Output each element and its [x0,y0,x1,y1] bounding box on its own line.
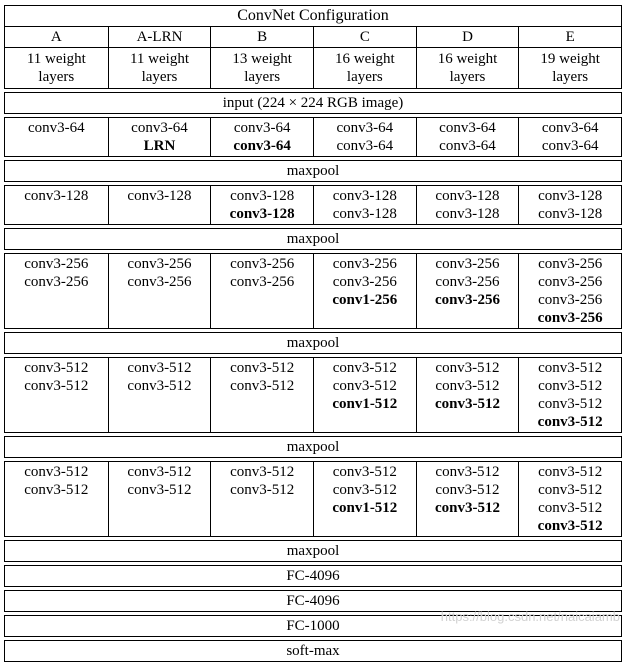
conv-layer-label: conv3-512 [435,482,500,498]
conv-layer-label: conv3-512 [230,464,295,480]
conv-layer-label: conv3-64 [233,120,291,136]
column-header-a-lrn: A-LRN [108,27,211,48]
conv-layer-label: conv3-512 [538,378,603,394]
conv-layer-label: conv3-256 [24,274,89,290]
weight-layers-cell-a: 11 weight layers [26,51,86,85]
section-input-row [4,92,622,114]
fc-4096-b-label: FC-4096 [286,593,340,609]
section-maxpool-4 [4,436,622,458]
conv-layer-label: conv3-128 [332,188,397,204]
conv-block-4-col-b [210,358,313,432]
conv-layer-label: conv3-512 [332,360,397,376]
section-conv-block-3 [4,253,622,329]
conv-block-2-col-d [416,186,519,224]
conv-layer-label: conv3-512 [434,500,500,516]
column-header-e: E [518,27,621,48]
conv-layer-label: conv3-512 [332,482,397,498]
conv-block-5-col-d [416,462,519,536]
conv-block-4-col-e [518,358,621,432]
weight-layers-cell-a-lrn: 11 weight layers [108,48,211,88]
conv-layer-label: conv3-256 [538,292,603,308]
conv-layer-label: conv3-512 [230,482,295,498]
conv-block-3-col-a-lrn [108,254,211,328]
conv-block-1-col-e [518,118,621,156]
conv-block-5-col-a-lrn [108,462,211,536]
column-header-a: A [5,27,108,48]
conv-layer-label: conv3-512 [24,482,89,498]
conv-layer-label: conv3-256 [538,256,603,272]
conv-layer-label: conv3-256 [537,310,603,326]
conv-block-5-col-c [313,462,416,536]
table-header-section [4,5,622,89]
conv-layer-label: conv3-256 [435,256,500,272]
section-fc-4096-b [4,590,622,612]
column-header-d: D [416,27,519,48]
conv-layer-label: conv3-64 [541,120,599,136]
conv-block-3-col-e [518,254,621,328]
conv-layer-label: conv3-256 [332,274,397,290]
conv-layer-label: conv3-64 [131,120,188,136]
maxpool-4-label: maxpool [286,439,340,455]
weight-layers-cell-d: 16 weight layers [416,48,519,88]
softmax-label: soft-max [286,643,340,659]
conv-block-5-col-a [5,462,108,536]
maxpool-2-label: maxpool [286,231,340,247]
conv-block-2-col-c [313,186,416,224]
conv-block-1-col-b [210,118,313,156]
conv-layer-label: conv3-512 [332,464,397,480]
maxpool-5-label: maxpool [286,543,340,559]
weight-layers-cell-e: 19 weight layers [518,48,621,88]
conv-layer-label: conv3-512 [435,378,500,394]
conv-layer-label: conv3-512 [537,414,603,430]
conv-block-2-col-e [518,186,621,224]
section-conv-block-5 [4,461,622,537]
conv-block-2-col-a-lrn [108,186,211,224]
conv-layer-label: conv3-512 [538,360,603,376]
section-conv-block-4 [4,357,622,433]
section-conv-block-1 [4,117,622,157]
conv-layer-label: conv3-128 [229,206,295,222]
conv-layer-label: conv3-512 [127,482,192,498]
conv-layer-label: conv3-512 [434,396,500,412]
conv-block-3-col-d [416,254,519,328]
conv-layer-label: conv3-512 [435,464,500,480]
conv-layer-label: conv3-64 [336,138,394,154]
section-softmax [4,640,622,662]
conv-block-5-col-b [210,462,313,536]
conv-layer-label: conv3-64 [233,138,291,154]
conv-block-1-col-a [5,118,108,156]
conv-block-3-col-b [210,254,313,328]
watermark-url: https://blog.csdn.net/naicaiamb [440,609,620,624]
column-header-b: B [210,27,313,48]
conv-layer-label: conv3-64 [336,120,394,136]
conv-layer-label: conv3-128 [230,188,295,204]
conv-layer-label: conv3-128 [538,188,603,204]
conv-layer-label: conv3-64 [439,120,496,136]
fc-4096-a-label: FC-4096 [286,568,340,584]
conv-layer-label: conv3-512 [435,360,500,376]
conv-layer-label: conv1-256 [332,292,398,308]
conv-block-3-col-c [313,254,416,328]
column-headers-row [5,27,621,48]
conv-layer-label: conv1-512 [332,500,398,516]
conv-layer-label: conv3-64 [439,138,496,154]
table-title: ConvNet Configuration [5,6,621,27]
conv-layer-label: conv3-512 [24,360,89,376]
conv-block-2-col-a [5,186,108,224]
conv-layer-label: conv3-128 [435,188,500,204]
conv-block-4-col-d [416,358,519,432]
column-header-c: C [313,27,416,48]
conv-block-4-col-c [313,358,416,432]
conv-layer-label: conv3-256 [332,256,397,272]
conv-layer-label: conv3-512 [537,518,603,534]
section-fc-1000 [4,615,622,637]
conv-layer-label: conv3-512 [538,482,603,498]
conv-layer-label: conv3-128 [24,188,89,204]
section-maxpool-3 [4,332,622,354]
conv-layer-label: conv3-512 [24,464,89,480]
conv-layer-label: conv3-256 [538,274,603,290]
conv-layer-label: conv3-512 [332,378,397,394]
section-fc-4096-a [4,565,622,587]
weight-layers-cell-b: 13 weight layers [210,48,313,88]
conv-layer-label: conv3-256 [230,256,295,272]
conv-layer-label: conv3-64 [28,120,85,136]
conv-block-1-col-a-lrn [108,118,211,156]
conv-layer-label: conv3-256 [127,274,192,290]
conv-layer-label: conv3-128 [127,188,192,204]
conv-layer-label: conv3-128 [435,206,500,222]
weight-layers-cell-c: 16 weight layers [313,48,416,88]
section-conv-block-2 [4,185,622,225]
conv-layer-label: conv3-512 [230,378,295,394]
conv-layer-label: conv1-512 [332,396,398,412]
conv-layer-label: conv3-512 [127,378,192,394]
conv-block-1-col-c [313,118,416,156]
conv-block-4-col-a-lrn [108,358,211,432]
conv-layer-label: conv3-512 [230,360,295,376]
conv-layer-label: conv3-256 [230,274,295,290]
conv-layer-label: conv3-256 [434,292,500,308]
conv-layer-label: conv3-512 [538,396,603,412]
conv-block-5-col-e [518,462,621,536]
conv-layer-label: conv3-256 [24,256,89,272]
conv-block-4-col-a [5,358,108,432]
maxpool-1-label: maxpool [286,163,340,179]
conv-layer-label: conv3-256 [127,256,192,272]
weight-layers-row [5,48,621,88]
conv-layer-label: conv3-512 [538,464,603,480]
conv-block-2-col-b [210,186,313,224]
conv-layer-label: conv3-512 [127,360,192,376]
conv-layer-label: conv3-128 [332,206,397,222]
conv-layer-label: conv3-512 [538,500,603,516]
section-maxpool-5 [4,540,622,562]
maxpool-3-label: maxpool [286,335,340,351]
conv-block-3-col-a [5,254,108,328]
conv-layer-label: conv3-128 [538,206,603,222]
section-maxpool-2 [4,228,622,250]
conv-block-1-col-d [416,118,519,156]
section-maxpool-1 [4,160,622,182]
conv-layer-label: conv3-64 [541,138,599,154]
conv-layer-label: conv3-512 [24,378,89,394]
conv-layer-label: conv3-512 [127,464,192,480]
conv-layer-label: conv3-256 [435,274,500,290]
conv-layer-label: LRN [143,138,176,154]
input-row-label: input (224 × 224 RGB image) [222,95,404,111]
fc-1000-label: FC-1000 [286,618,340,634]
convnet-configuration-table [4,5,622,662]
